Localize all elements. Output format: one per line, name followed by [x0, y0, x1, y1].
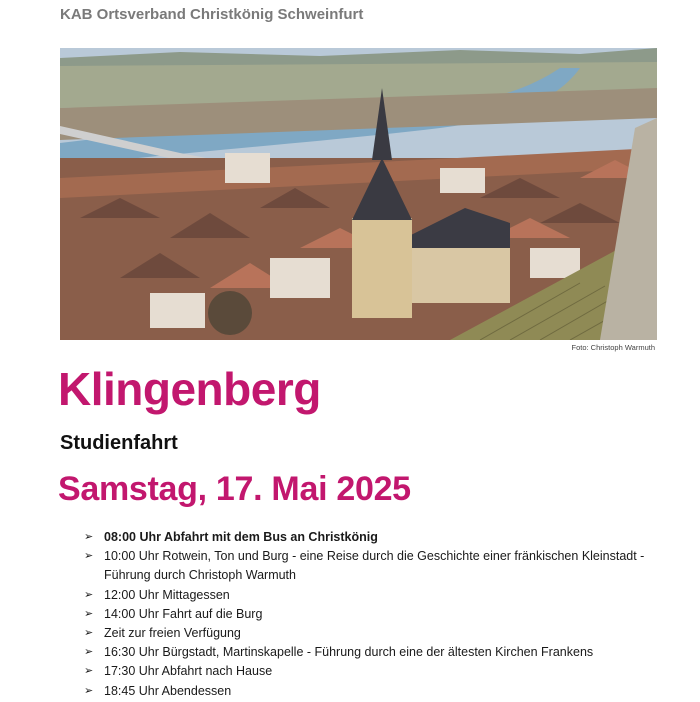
schedule-item: ➢ 08:00 Uhr Abfahrt mit dem Bus an Christkönig [84, 528, 664, 547]
schedule-item: ➢ 18:45 Uhr Abendessen [84, 682, 664, 701]
schedule-item: ➢ 17:30 Uhr Abfahrt nach Hause [84, 662, 664, 681]
schedule-item: ➢ Zeit zur freien Verfügung [84, 624, 664, 643]
photo-credit: Foto: Christoph Warmuth [571, 343, 655, 352]
schedule-item: ➢ 10:00 Uhr Rotwein, Ton und Burg - eine Reise durch die Geschichte einer fränkischen Kleinstadt - Führung durch Christoph Warmuth [84, 549, 645, 583]
schedule-item: ➢ 12:00 Uhr Mittagessen [84, 586, 664, 605]
arrowhead-bullet-icon: ➢ [84, 550, 94, 563]
arrowhead-bullet-icon: ➢ [84, 684, 94, 697]
arrowhead-bullet-icon: ➢ [84, 665, 94, 678]
event-title: Klingenberg [58, 363, 321, 415]
arrowhead-bullet-icon: ➢ [84, 627, 94, 640]
town-photo [60, 48, 657, 340]
schedule-item: ➢ 16:30 Uhr Bürgstadt, Martinskapelle - Führung durch eine der ältesten Kirchen Frankens [84, 643, 664, 662]
schedule-list [84, 528, 664, 701]
arrowhead-bullet-icon: ➢ [84, 531, 94, 543]
arrowhead-bullet-icon: ➢ [84, 607, 94, 620]
arrowhead-bullet-icon: ➢ [84, 646, 94, 659]
event-subtitle: Studienfahrt [60, 432, 178, 454]
schedule-item: ➢ 14:00 Uhr Fahrt auf die Burg [84, 605, 664, 624]
arrowhead-bullet-icon: ➢ [84, 588, 94, 601]
event-date: Samstag, 17. Mai 2025 [58, 470, 411, 508]
organization-name: KAB Ortsverband Christkönig Schweinfurt [60, 6, 364, 23]
